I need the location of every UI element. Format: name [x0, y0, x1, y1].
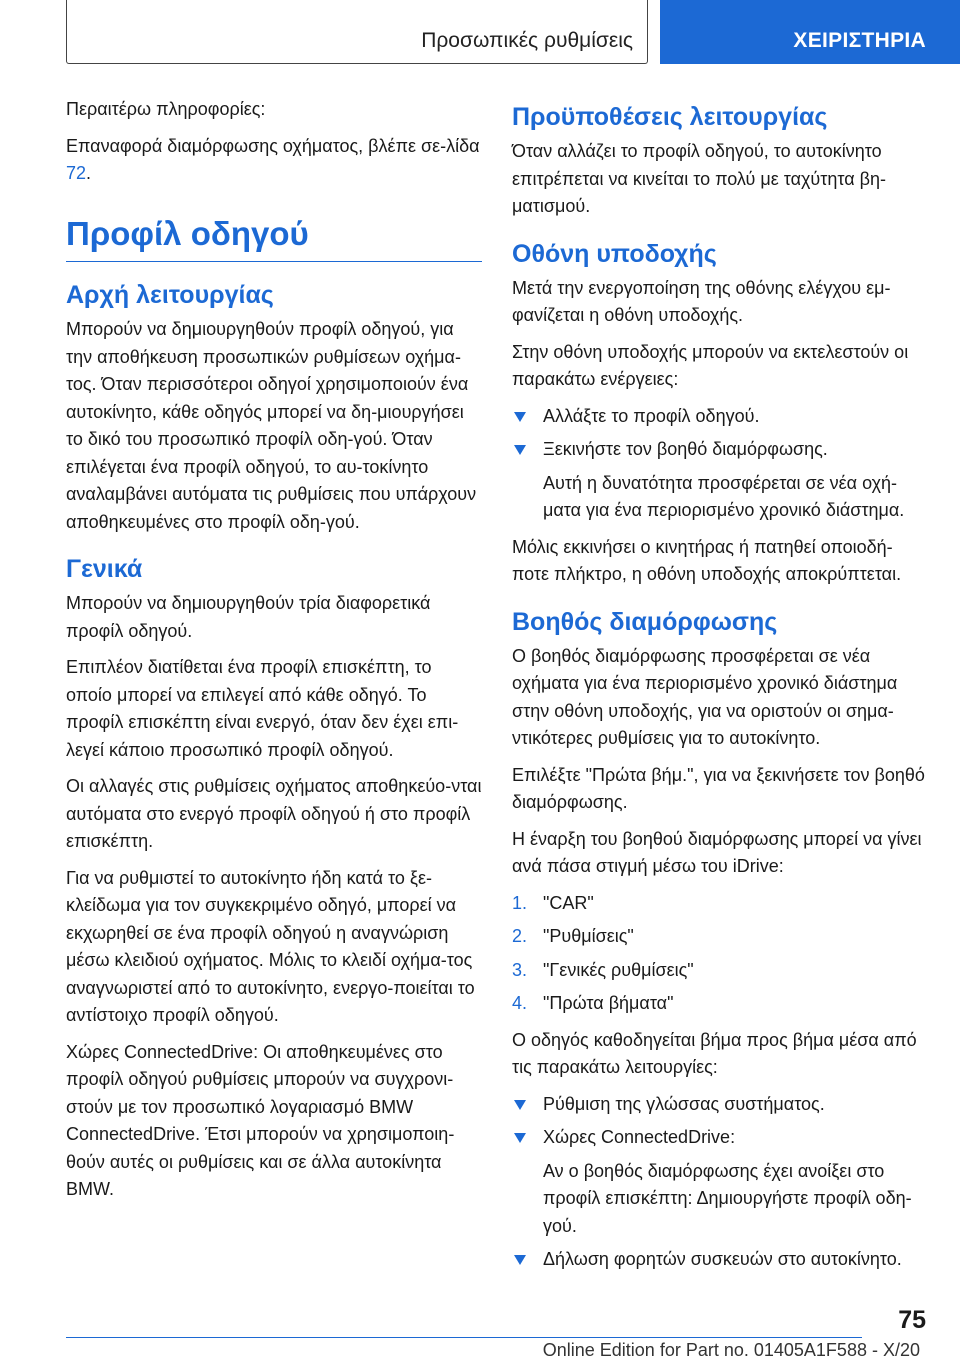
- heading-welcome-screen: Οθόνη υποδοχής: [512, 239, 717, 268]
- edition-footer: Online Edition for Part no. 01405A1F588 - X/20: [542, 1340, 920, 1360]
- page-link[interactable]: 72: [66, 163, 87, 183]
- section-title: ΧΕΙΡΙΣΤΗΡΙΑ: [793, 29, 926, 52]
- assistant-functions-list: [512, 1091, 926, 1274]
- step-item: 2. "Ρυθμίσεις": [512, 926, 634, 946]
- heading-setup-assistant: Βοηθός διαμόρφωσης: [512, 607, 778, 636]
- idrive-steps-list: [512, 890, 926, 1018]
- reset-reference: Επαναφορά διαμόρφωσης οχήματος, βλέπε σε-λίδα 72.: [66, 135, 480, 183]
- general-text-4: Για να ρυθμιστεί το αυτοκίνητο ήδη κατά το ξε-κλείδωμα για τον συγκεκριμένο οδηγό, μπορεί να εκχωρηθεί σε ένα προφίλ οδηγού η αναγνώριση μέσω κλειδιού οχήματος. Μόλις το κλειδί οχήμα-τος αναγνωριστεί από το αυτοκίνητο, ενεργο-ποιείται το αντίστοιχο προφίλ οδηγού.: [66, 867, 475, 1026]
- general-text-1: Μπορούν να δημιουργηθούν τρία διαφορετικά προφίλ οδηγού.: [66, 593, 431, 641]
- list-item: Ξεκινήστε τον βοηθό διαμόρφωσης. Αυτή η δυνατότητα προσφέρεται σε νέα οχή-ματα για ένα περιορισμένο χρονικό διάστημα.: [512, 436, 926, 525]
- list-item: Αλλάξτε το προφίλ οδηγού.: [512, 403, 926, 431]
- step-item: 4. "Πρώτα βήματα": [512, 993, 674, 1013]
- step-item: 3. "Γενικές ρυθμίσεις": [512, 959, 694, 980]
- list-item-note: Αυτή η δυνατότητα προσφέρεται σε νέα οχή-ματα για ένα περιορισμένο χρονικό διάστημα.: [543, 472, 905, 520]
- assistant-text-2: Επιλέξτε "Πρώτα βήμ.", για να ξεκινήσετε τον βοηθό διαμόρφωσης.: [512, 764, 925, 812]
- requirements-text: Όταν αλλάζει το προφίλ οδηγού, το αυτοκίνητο επιτρέπεται να κινείται το πολύ με ταχύτητα βη-ματισμού.: [512, 141, 887, 216]
- assistant-text-4: Ο οδηγός καθοδηγείται βήμα προς βήμα μέσα από τις παρακάτω λειτουργίες:: [512, 1029, 917, 1077]
- right-column: [512, 96, 926, 1283]
- welcome-actions-list: [512, 403, 926, 525]
- step-item: 1. "CAR": [512, 892, 594, 913]
- footer-divider: [66, 1337, 862, 1338]
- general-text-5: Χώρες ConnectedDrive: Οι αποθηκευμένες στο προφίλ οδηγού ρυθμίσεις μπορούν να συγχρονι-στούν με τον προσωπικό λογαριασμό BMW ConnectedDrive. Έτσι μπορούν να χρησιμοποιη-θούν αυτές οι ρυθμίσεις και σε άλλα αυτοκίνητα BMW.: [66, 1041, 455, 1200]
- page-number: 75: [898, 1306, 926, 1334]
- assistant-text-1: Ο βοηθός διαμόρφωσης προσφέρεται σε νέα οχήματα για ένα περιορισμένο χρονικό διάστημα στην οθόνη υποδοχής, για να οριστούν οι σημα-ντικότερες ρυθμίσεις για το αυτοκίνητο.: [512, 645, 898, 748]
- heading-general: Γενικά: [66, 555, 143, 584]
- list-item: Χώρες ConnectedDrive: Αν ο βοηθός διαμόρφωσης έχει ανοίξει στο προφίλ επισκέπτη: Δημιουργήστε προφίλ οδη-γού.: [512, 1124, 926, 1240]
- heading-basic-principle: Αρχή λειτουργίας: [66, 281, 274, 310]
- general-text-2: Επιπλέον διατίθεται ένα προφίλ επισκέπτη, το οποίο μπορεί να επιλεγεί από κάθε οδηγό. Το προφίλ επισκέπτη είναι ενεργό, όταν δεν έχει επι-λεγεί κάποιο προσωπικό προφίλ οδηγού.: [66, 657, 459, 760]
- triangle-bullet-icon: [514, 1133, 526, 1143]
- general-text-3: Οι αλλαγές στις ρυθμίσεις οχήματος αποθηκεύο-νται αυτόματα στο ενεργό προφίλ οδηγού ή στο προφίλ επισκέπτη.: [66, 776, 482, 852]
- welcome-text-2: Στην οθόνη υποδοχής μπορούν να εκτελεστούν οι παρακάτω ενέργειες:: [512, 341, 909, 389]
- welcome-text-3: Μόλις εκκινήσει ο κινητήρας ή πατηθεί οποιοδή-ποτε πλήκτρο, η οθόνη υποδοχής αποκρύπτεται.: [512, 536, 902, 584]
- assistant-text-3: Η έναρξη του βοηθού διαμόρφωσης μπορεί να γίνει ανά πάσα στιγμή μέσω του iDrive:: [512, 828, 922, 876]
- list-item: Δήλωση φορητών συσκευών στο αυτοκίνητο.: [512, 1246, 926, 1274]
- triangle-bullet-icon: [514, 445, 526, 455]
- triangle-bullet-icon: [514, 1255, 526, 1265]
- chapter-tab: [66, 0, 648, 64]
- welcome-text-1: Μετά την ενεργοποίηση της οθόνης ελέγχου εμ-φανίζεται η οθόνη υποδοχής.: [512, 277, 891, 325]
- more-info-label: Περαιτέρω πληροφορίες:: [66, 99, 266, 119]
- chapter-title: Προσωπικές ρυθμίσεις: [421, 29, 633, 52]
- list-item: Ρύθμιση της γλώσσας συστήματος.: [512, 1091, 926, 1119]
- triangle-bullet-icon: [514, 1100, 526, 1110]
- heading-requirements: Προϋποθέσεις λειτουργίας: [512, 103, 828, 131]
- triangle-bullet-icon: [514, 412, 526, 422]
- basic-principle-text: Μπορούν να δημιουργηθούν προφίλ οδηγού, για την αποθήκευση προσωπικών ρυθμίσεων οχήμα-τος. Όταν περισσότεροι οδηγοί χρησιμοποιούν ένα αυτοκίνητο, κάθε οδηγός μπορεί να δη-μιουργήσει το δικό του προσωπικό προφίλ οδη-γού. Όταν επιλέγεται ένα προφίλ οδηγού, το αυ-τοκίνητο αναλαμβάνει αυτόματα τις ρυθμίσεις που υπάρχουν αποθηκευμένες στο προφίλ οδη-γού.: [66, 319, 477, 532]
- list-item-note: Αν ο βοηθός διαμόρφωσης έχει ανοίξει στο προφίλ επισκέπτη: Δημιουργήστε προφίλ οδη-γού.: [543, 1160, 912, 1236]
- left-column: [66, 96, 482, 1213]
- section-tab: [660, 0, 960, 64]
- page-title: Προφίλ οδηγού: [66, 214, 482, 263]
